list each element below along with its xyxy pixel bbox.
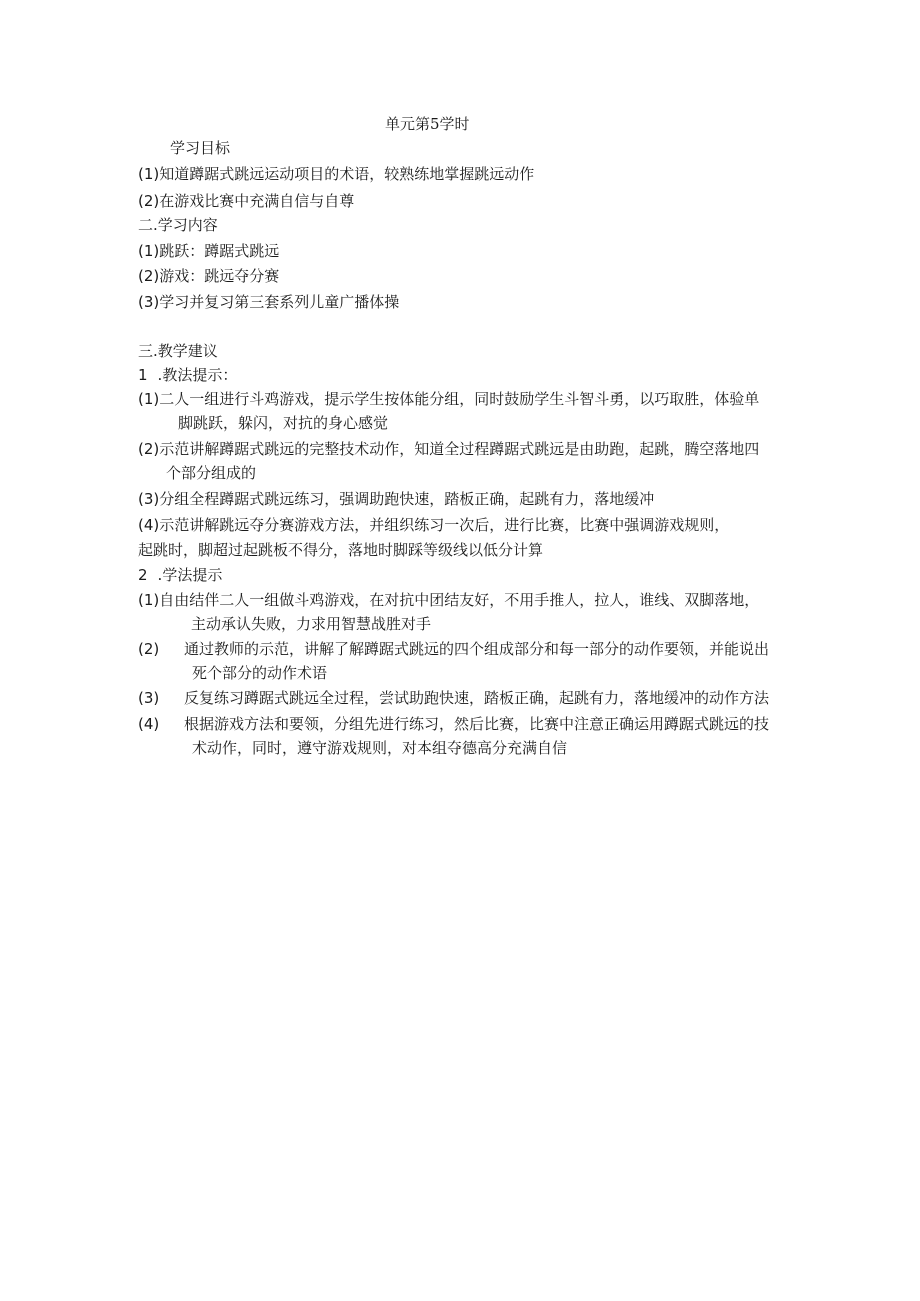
list-item [138, 489, 654, 509]
list-marker: (2) [138, 440, 160, 458]
list-text-continuation: 主动承认失败，力求用智慧战胜对手 [191, 615, 432, 633]
list-marker: (3) [138, 293, 160, 311]
list-text-continuation: 死个部分的动作术语 [192, 664, 328, 682]
list-marker: (1) [138, 591, 160, 609]
list-item [138, 164, 534, 184]
list-item [138, 191, 354, 211]
list-item [138, 266, 279, 286]
list-text: 示范讲解蹲踞式跳远的完整技术动作，知道全过程蹲踞式跳远是由助跑，起跳，腾空落地四 [159, 440, 760, 458]
list-item [138, 590, 759, 610]
list-marker: (2) [138, 267, 160, 285]
list-item [138, 688, 769, 708]
list-marker: (1) [138, 242, 160, 260]
list-item [138, 389, 759, 409]
list-marker: (4) [138, 715, 160, 733]
page-title: 单元第5学时 [385, 115, 470, 133]
list-marker: (2) [138, 640, 160, 658]
list-text: 示范讲解跳远夺分赛游戏方法，并组织练习一次后，进行比赛，比赛中强调游戏规则， [159, 516, 730, 534]
list-text-continuation: 脚跳跃，躲闪，对抗的身心感觉 [178, 414, 389, 432]
list-text: 在游戏比赛中充满自信与自尊 [159, 192, 355, 210]
subsection-heading-teaching [138, 365, 237, 385]
list-text: 学习并复习第三套系列儿童广播体操 [159, 293, 400, 311]
subsection-heading-learning [138, 565, 222, 585]
subsection-marker: 1 [138, 366, 148, 384]
list-marker: (1) [138, 165, 160, 183]
list-marker: (3) [138, 689, 160, 707]
section-heading-content: 二.学习内容 [138, 216, 218, 234]
subsection-title: .学法提示 [157, 566, 223, 584]
list-item [138, 515, 729, 535]
list-text: 分组全程蹲踞式跳远练习，强调助跑快速，踏板正确，起跳有力，落地缓冲 [159, 490, 655, 508]
list-text-continuation: 起跳时，脚超过起跳板不得分，落地时脚踩等级线以低分计算 [138, 541, 544, 559]
list-item [138, 639, 769, 659]
list-text: 游戏：跳远夺分赛 [159, 267, 280, 285]
section-heading-goals: 学习目标 [170, 139, 231, 157]
subsection-title: .教法提示： [157, 366, 238, 384]
subsection-marker: 2 [138, 566, 148, 584]
list-text: 通过教师的示范，讲解了解蹲踞式跳远的四个组成部分和每一部分的动作要领，并能说出 [184, 640, 770, 658]
list-text: 反复练习蹲踞式跳远全过程，尝试助跑快速，踏板正确，起跳有力，落地缓冲的动作方法 [184, 689, 770, 707]
list-text-continuation: 术动作，同时，遵守游戏规则，对本组夺德高分充满自信 [192, 739, 568, 757]
list-item [138, 714, 769, 734]
list-text-continuation: 个部分组成的 [166, 464, 257, 482]
list-marker: (1) [138, 390, 160, 408]
list-text: 知道蹲踞式跳远运动项目的术语，较熟练地掌握跳远动作 [159, 165, 535, 183]
list-item [138, 241, 279, 261]
section-heading-suggestions: 三.教学建议 [138, 342, 218, 360]
list-item [138, 439, 759, 459]
list-marker: (2) [138, 192, 160, 210]
list-marker: (4) [138, 516, 160, 534]
list-item [138, 292, 399, 312]
list-text: 根据游戏方法和要领，分组先进行练习，然后比赛，比赛中注意正确运用蹲踞式跳远的技 [184, 715, 770, 733]
list-text: 自由结伴二人一组做斗鸡游戏，在对抗中团结友好，不用手推人，拉人，谁线、双脚落地， [159, 591, 760, 609]
list-text: 跳跃：蹲踞式跳远 [159, 242, 280, 260]
list-marker: (3) [138, 490, 160, 508]
list-text: 二人一组进行斗鸡游戏，提示学生按体能分组，同时鼓励学生斗智斗勇，以巧取胜，体验单 [159, 390, 760, 408]
